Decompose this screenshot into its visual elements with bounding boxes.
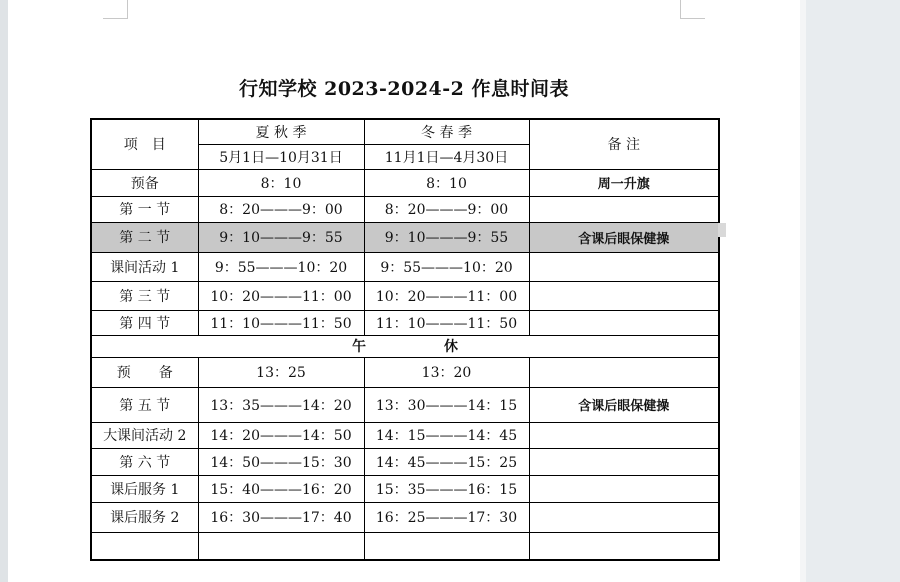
remark-cell xyxy=(529,252,719,281)
row-item-cell: 第 六 节 xyxy=(91,448,198,475)
table-row xyxy=(91,502,719,532)
winter-time-cell: 11：10———11：50 xyxy=(364,310,529,335)
summer-time-cell: 9：10———9：55 xyxy=(198,222,364,252)
row-item-cell: 课间活动 1 xyxy=(91,252,198,281)
header-item: 项 目 xyxy=(91,119,198,169)
table-row xyxy=(91,357,719,387)
table-row xyxy=(91,387,719,422)
winter-time-cell: 9：55———10：20 xyxy=(364,252,529,281)
header-summer-range: 5月1日—10月31日 xyxy=(198,144,364,169)
winter-time-cell: 8：10 xyxy=(364,169,529,196)
winter-time-cell: 13：30———14：15 xyxy=(364,387,529,422)
summer-time-cell: 10：20———11：00 xyxy=(198,281,364,310)
row-item-cell: 第 二 节 xyxy=(91,222,198,252)
summer-time-cell: 14：20———14：50 xyxy=(198,422,364,448)
left-gutter xyxy=(0,0,8,582)
page-shadow xyxy=(800,0,806,582)
winter-time-cell: 8：20———9：00 xyxy=(364,196,529,222)
winter-time-cell xyxy=(364,532,529,560)
table-row xyxy=(91,222,719,252)
margin-corner-mark-right xyxy=(680,0,705,19)
header-winter-spring: 冬 春 季 xyxy=(364,119,529,144)
winter-time-cell: 15：35———16：15 xyxy=(364,475,529,502)
summer-time-cell: 15：40———16：20 xyxy=(198,475,364,502)
table-row xyxy=(91,475,719,502)
remark-cell xyxy=(529,475,719,502)
table-row xyxy=(91,281,719,310)
table-row xyxy=(91,196,719,222)
summer-time-cell: 8：10 xyxy=(198,169,364,196)
row-item-cell: 预 备 xyxy=(91,357,198,387)
page-title: 行知学校 2023-2024-2 作息时间表 xyxy=(239,78,569,100)
row-item-cell: 课后服务 2 xyxy=(91,502,198,532)
summer-time-cell: 8：20———9：00 xyxy=(198,196,364,222)
remark-cell: 含课后眼保健操 xyxy=(529,222,719,252)
table-row xyxy=(91,169,719,196)
row-item-cell: 预备 xyxy=(91,169,198,196)
lunch-break-row xyxy=(91,335,719,357)
row-item-cell xyxy=(91,532,198,560)
lunch-label-first: 午 xyxy=(352,339,366,355)
summer-time-cell: 13：35———14：20 xyxy=(198,387,364,422)
remark-cell: 含课后眼保健操 xyxy=(529,387,719,422)
row-item-cell: 第 三 节 xyxy=(91,281,198,310)
table-row xyxy=(91,310,719,335)
row-item-cell: 大课间活动 2 xyxy=(91,422,198,448)
table-row xyxy=(91,252,719,281)
row-item-cell: 第 一 节 xyxy=(91,196,198,222)
winter-time-cell: 9：10———9：55 xyxy=(364,222,529,252)
remark-cell xyxy=(529,196,719,222)
remark-cell xyxy=(529,357,719,387)
summer-time-cell: 13：25 xyxy=(198,357,364,387)
remark-cell xyxy=(529,532,719,560)
header-summer-autumn: 夏 秋 季 xyxy=(198,119,364,144)
summer-time-cell: 9：55———10：20 xyxy=(198,252,364,281)
remark-cell: 周一升旗 xyxy=(529,169,719,196)
winter-time-cell: 16：25———17：30 xyxy=(364,502,529,532)
summer-time-cell: 14：50———15：30 xyxy=(198,448,364,475)
remark-cell xyxy=(529,448,719,475)
winter-time-cell: 14：45———15：25 xyxy=(364,448,529,475)
lunch-break-cell xyxy=(91,335,719,357)
row-item-cell: 课后服务 1 xyxy=(91,475,198,502)
table-row xyxy=(91,532,719,560)
summer-time-cell: 16：30———17：40 xyxy=(198,502,364,532)
header-remarks: 备 注 xyxy=(529,119,719,169)
table-row xyxy=(91,448,719,475)
remark-cell xyxy=(529,502,719,532)
row-item-cell: 第 五 节 xyxy=(91,387,198,422)
remark-cell xyxy=(529,310,719,335)
summer-time-cell: 11：10———11：50 xyxy=(198,310,364,335)
remark-cell xyxy=(529,281,719,310)
remark-cell xyxy=(529,422,719,448)
winter-time-cell: 14：15———14：45 xyxy=(364,422,529,448)
workspace-background xyxy=(800,0,900,582)
row-shading-overflow xyxy=(718,223,726,237)
margin-corner-mark-left xyxy=(103,0,128,19)
table-row xyxy=(91,422,719,448)
winter-time-cell: 13：20 xyxy=(364,357,529,387)
summer-time-cell xyxy=(198,532,364,560)
schedule-table xyxy=(90,118,720,561)
header-winter-range: 11月1日—4月30日 xyxy=(364,144,529,169)
winter-time-cell: 10：20———11：00 xyxy=(364,281,529,310)
row-item-cell: 第 四 节 xyxy=(91,310,198,335)
lunch-label-second: 休 xyxy=(444,339,458,355)
